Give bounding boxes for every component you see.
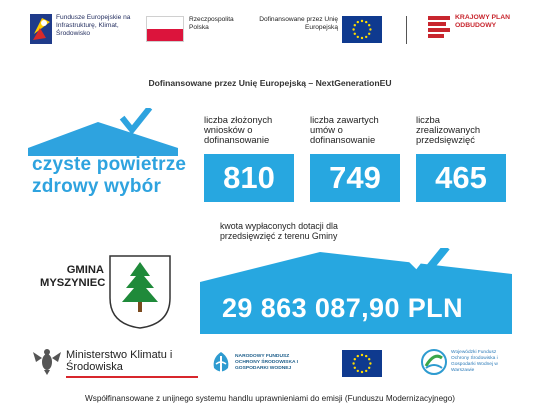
nfosigw-logo-icon [210,350,232,376]
rp-logo-text: Rzeczpospolita Polska [189,16,234,31]
nfosigw-text: NARODOWY FUNDUSZ OCHRONY ŚRODOWISKA I GOSPODARKI WODNEJ [235,354,299,371]
ministry-underline [66,376,198,378]
kpo-logo-text: KRAJOWY PLAN ODBUDOWY [455,14,511,30]
gmina-crest-icon [108,254,172,330]
ue-logo [258,16,382,43]
ue-logo-text: Dofinansowane przez Unię Europejską [259,16,338,31]
cofinanced-heading: Dofinansowane przez Unię Europejską – NextGenerationEU [148,78,392,88]
stat-value-completed: 465 [416,154,506,202]
dotation-amount: 29 863 087,90 PLN [222,293,463,323]
ministry-text: Ministerstwo Klimatu i Środowiska [66,348,173,373]
czyste-powietrze-logo [28,108,187,198]
header-divider [406,16,407,44]
fe-star-icon [30,14,52,44]
dotation-label: kwota wypłaconych dotacji dla przedsięwzięć z terenu Gminy [220,221,338,241]
ministry-logo [32,346,176,376]
fe-logo [30,14,151,44]
wfosigw-logo-icon [420,348,448,376]
check-icon [400,232,440,272]
fe-logo-text: Fundusze Europejskie na Infrastrukturę, Klimat, Środowisko [56,14,131,37]
gmina-line-1: GMINA [66,264,104,276]
eu-flag-bottom [342,350,382,377]
program-line-2: zdrowy wybór [32,176,162,197]
stat-label-contracts: liczba zawartych umów o dofinansowanie [310,114,379,145]
wfosigw-logo [420,348,509,376]
eagle-emblem-icon [32,346,62,376]
footer-note: Współfinansowane z unijnego systemu handlu uprawnieniami do emisji (Funduszu Modernizacyjnego) [85,394,455,403]
header-logo-strip [0,0,540,60]
nfosigw-logo [210,350,310,376]
gmina-line-2: MYSZYNIEC [40,277,106,289]
stat-label-completed: liczba zrealizowanych przedsięwzięć [416,114,481,145]
eu-flag-icon [342,350,382,377]
house-check-icon [28,108,178,156]
wfosigw-text: Wojewódzki Fundusz Ochrony Środowiska i Gospodarki Wodnej w Warszawie [451,350,498,373]
eu-flag-icon [342,16,382,43]
stat-label-applications: liczba złożonych wniosków o dofinansowanie [204,114,273,145]
gmina-name [40,264,104,290]
rp-logo [146,16,249,42]
kpo-logo-icon [428,14,450,40]
poland-flag-icon [146,16,184,42]
stat-value-contracts: 749 [310,154,400,202]
stat-value-applications: 810 [204,154,294,202]
kpo-logo [428,14,515,40]
program-line-1: czyste powietrze [32,154,187,175]
